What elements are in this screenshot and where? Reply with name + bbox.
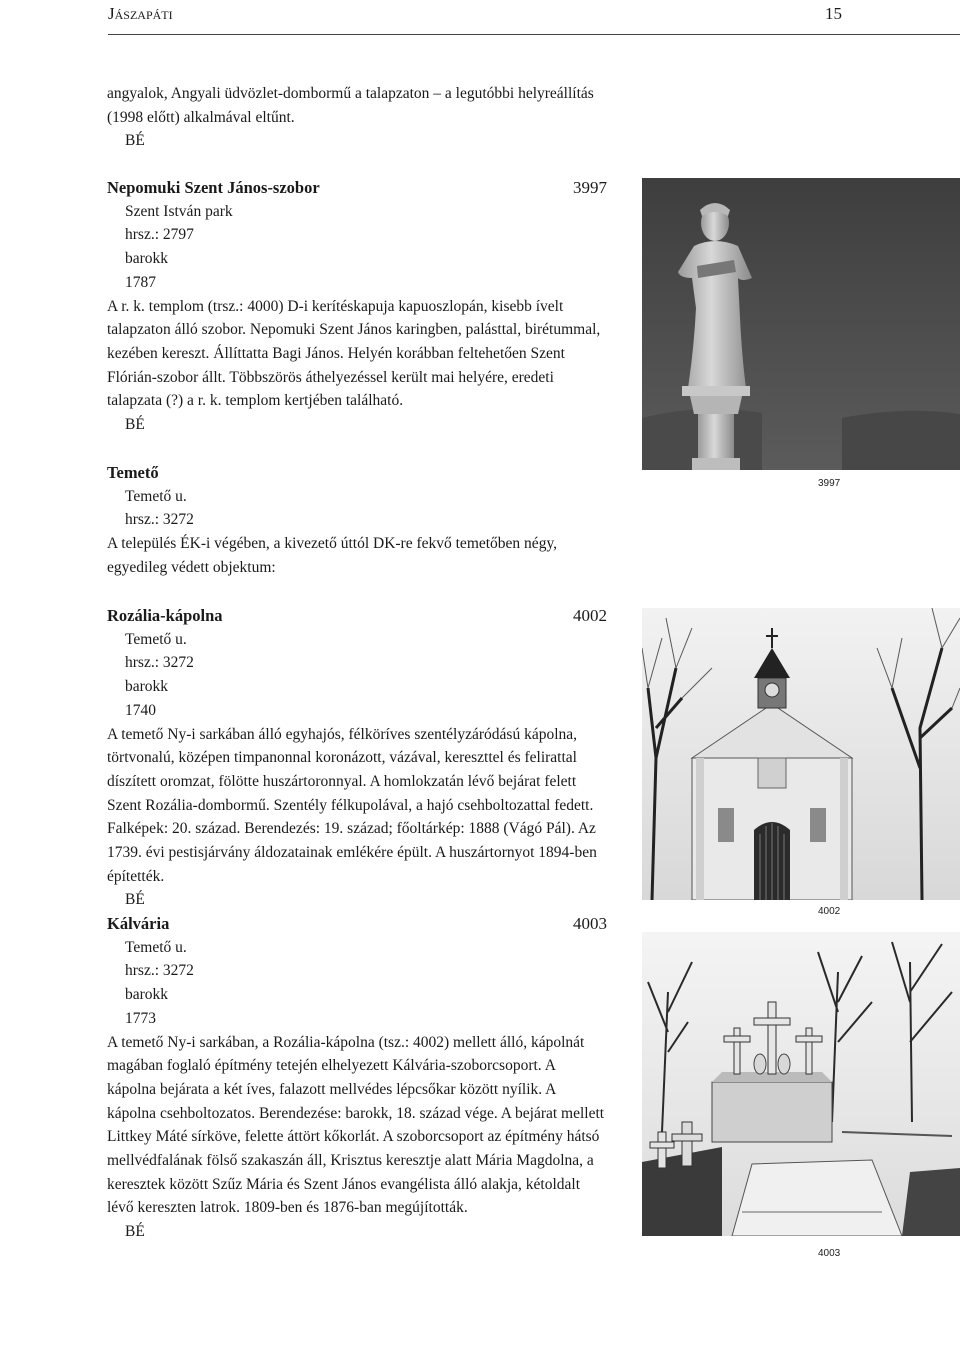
- nepomuki-signature: BÉ: [125, 416, 145, 434]
- calvary-image: [642, 932, 960, 1236]
- nepomuki-number: 3997: [573, 178, 607, 197]
- kalvaria-year: 1773: [125, 1009, 156, 1027]
- rozalia-number: 4002: [573, 606, 607, 625]
- nepomuki-location: Szent István park: [125, 202, 233, 220]
- calvary-caption: 4003: [818, 1248, 841, 1259]
- rozalia-location: Temető u.: [125, 630, 187, 648]
- nepomuki-section: [107, 176, 607, 437]
- rozalia-style: barokk: [125, 678, 169, 696]
- header-rule: [108, 34, 960, 35]
- temeto-section: [107, 461, 607, 580]
- nepomuki-heading: [107, 176, 607, 200]
- header-title: Jászapáti: [108, 4, 173, 23]
- chapel-photo: [642, 608, 960, 900]
- kalvaria-heading: [107, 912, 607, 936]
- temeto-heading: [107, 461, 607, 485]
- rozalia-hrsz: hrsz.: 3272: [125, 654, 194, 672]
- rozalia-text: A temető Ny-i sarkában álló egyhajós, félköríves szentélyzáródású kápolna, törtvonalú, középen timpanonnal koronázott, vázával, kereszttel és felirattal díszített oromzat, fölötte huszártoronnyal. A homlokzatán lévő bejárat felett Szent Rozália-dombormű. Szentély félkupolával, a hajó csehboltozattal fedett. Falképek: 20. század. Berendezés: 19. század; főoltárkép: 1888 (Vágó Pál). Az 1739. évi pestisjárvány áldozatainak emlékére épült. A huszártornyot 1894-ben építették.: [107, 725, 597, 885]
- kalvaria-title: Kálvária: [107, 914, 170, 933]
- nepomuki-style: barokk: [125, 250, 169, 268]
- statue-photo: [642, 178, 960, 470]
- calvary-photo: [642, 932, 960, 1236]
- nepomuki-text: A r. k. templom (trsz.: 4000) D-i kerítéskapuja kapuoszlopán, kisebb ívelt talapzaton álló szobor. Nepomuki Szent János karingben, palásttal, birétummal, kezében kereszt. Állíttatta Bagi János. Helyén korábban feltehetően Szent Flórián-szobor állt. Többszörös áthelyezéssel került mai helyére, eredeti talapzata (?) a r. k. templom kertjében található.: [107, 297, 601, 410]
- kalvaria-number: 4003: [573, 914, 607, 933]
- nepomuki-hrsz: hrsz.: 2797: [125, 226, 194, 244]
- running-header: [108, 4, 842, 26]
- intro-signature: BÉ: [125, 132, 145, 150]
- kalvaria-section: [107, 912, 607, 1244]
- rozalia-signature: BÉ: [125, 891, 145, 909]
- nepomuki-title: Nepomuki Szent János-szobor: [107, 178, 320, 197]
- temeto-hrsz: hrsz.: 3272: [125, 511, 194, 529]
- intro-section: [107, 82, 607, 153]
- rozalia-section: [107, 604, 607, 912]
- temeto-location: Temető u.: [125, 487, 187, 505]
- rozalia-year: 1740: [125, 701, 156, 719]
- temeto-title: Temető: [107, 463, 159, 482]
- kalvaria-style: barokk: [125, 986, 169, 1004]
- statue-caption: 3997: [818, 478, 841, 489]
- chapel-image: [642, 608, 960, 900]
- nepomuki-year: 1787: [125, 273, 156, 291]
- rozalia-heading: [107, 604, 607, 628]
- kalvaria-signature: BÉ: [125, 1223, 145, 1241]
- page-number: 15: [825, 4, 842, 23]
- intro-text: angyalok, Angyali üdvözlet-dombormű a talapzaton – a legutóbbi helyreállítás (1998 előtt) alkalmával eltűnt.: [107, 85, 594, 126]
- rozalia-title: Rozália-kápolna: [107, 606, 223, 625]
- kalvaria-location: Temető u.: [125, 938, 187, 956]
- kalvaria-hrsz: hrsz.: 3272: [125, 962, 194, 980]
- statue-image: [642, 178, 960, 470]
- chapel-caption: 4002: [818, 906, 841, 917]
- kalvaria-text: A temető Ny-i sarkában, a Rozália-kápolna (tsz.: 4002) mellett álló, kápolnát magában foglaló építmény tetején elhelyezett Kálvária-szoborcsoport. A kápolna bejárata a két íves, falazott mellvédes lépcsőkar között nyílik. A kápolna csehboltozatos. Berendezése: barokk, 18. század vége. A bejárat mellett Littkey Máté sírköve, felette áttört kőkorlát. A szoborcsoport az építmény hátsó mellvédfalának fölső szakaszán áll, Krisztus keresztje alatt Mária Magdolna, a keresztek között Szűz Mária és Szent János evangélista álló alakja, kétoldalt lévő kereszten latrok. 1809-ben és 1876-ban megújították.: [107, 1033, 605, 1217]
- temeto-text: A település ÉK-i végében, a kivezető úttól DK-re fekvő temetőben négy, egyedileg védett objektum:: [107, 535, 558, 576]
